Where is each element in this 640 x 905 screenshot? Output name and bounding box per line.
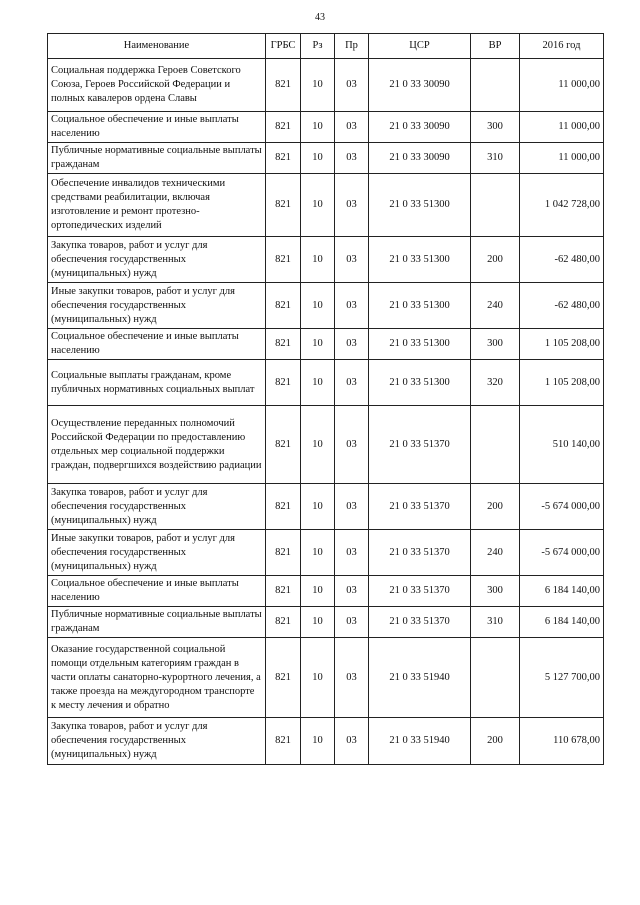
cell-vr <box>471 406 520 484</box>
cell-amount: 110 678,00 <box>520 718 604 765</box>
cell-vr <box>471 59 520 112</box>
cell-amount: 1 105 208,00 <box>520 360 604 406</box>
cell-pr: 03 <box>335 112 369 143</box>
cell-pr: 03 <box>335 329 369 360</box>
cell-name: Закупка товаров, работ и услуг для обеспечения государственных (муниципальных) нужд <box>48 484 266 530</box>
cell-vr: 200 <box>471 484 520 530</box>
cell-amount: 11 000,00 <box>520 143 604 174</box>
cell-rz: 10 <box>301 59 335 112</box>
cell-pr: 03 <box>335 237 369 283</box>
cell-csr: 21 0 33 51370 <box>369 406 471 484</box>
header-name: Наименование <box>48 34 266 59</box>
cell-grbs: 821 <box>266 143 301 174</box>
cell-grbs: 821 <box>266 484 301 530</box>
cell-csr: 21 0 33 51370 <box>369 576 471 607</box>
cell-pr: 03 <box>335 283 369 329</box>
table-row <box>48 530 604 576</box>
table-body <box>48 59 604 765</box>
cell-name: Социальное обеспечение и иные выплаты населению <box>48 329 266 360</box>
table-row <box>48 576 604 607</box>
header-vr: ВР <box>471 34 520 59</box>
cell-rz: 10 <box>301 484 335 530</box>
table-row <box>48 406 604 484</box>
cell-pr: 03 <box>335 576 369 607</box>
cell-pr: 03 <box>335 406 369 484</box>
header-csr: ЦСР <box>369 34 471 59</box>
cell-grbs: 821 <box>266 174 301 237</box>
cell-rz: 10 <box>301 718 335 765</box>
cell-amount: 510 140,00 <box>520 406 604 484</box>
cell-name: Иные закупки товаров, работ и услуг для обеспечения государственных (муниципальных) нужд <box>48 283 266 329</box>
cell-name: Социальное обеспечение и иные выплаты населению <box>48 112 266 143</box>
table-row <box>48 112 604 143</box>
cell-rz: 10 <box>301 576 335 607</box>
header-grbs: ГРБС <box>266 34 301 59</box>
cell-rz: 10 <box>301 174 335 237</box>
cell-name: Закупка товаров, работ и услуг для обеспечения государственных (муниципальных) нужд <box>48 718 266 765</box>
cell-vr <box>471 638 520 718</box>
cell-grbs: 821 <box>266 576 301 607</box>
table-row <box>48 283 604 329</box>
cell-rz: 10 <box>301 143 335 174</box>
cell-vr: 240 <box>471 530 520 576</box>
table-row <box>48 484 604 530</box>
cell-vr: 300 <box>471 329 520 360</box>
cell-vr: 300 <box>471 112 520 143</box>
cell-grbs: 821 <box>266 237 301 283</box>
cell-rz: 10 <box>301 530 335 576</box>
cell-grbs: 821 <box>266 112 301 143</box>
cell-pr: 03 <box>335 360 369 406</box>
cell-rz: 10 <box>301 283 335 329</box>
cell-pr: 03 <box>335 143 369 174</box>
cell-name: Социальное обеспечение и иные выплаты населению <box>48 576 266 607</box>
cell-grbs: 821 <box>266 283 301 329</box>
cell-vr: 240 <box>471 283 520 329</box>
cell-vr: 310 <box>471 607 520 638</box>
cell-grbs: 821 <box>266 360 301 406</box>
cell-rz: 10 <box>301 607 335 638</box>
cell-pr: 03 <box>335 59 369 112</box>
cell-rz: 10 <box>301 638 335 718</box>
page-number: 43 <box>315 12 325 23</box>
cell-grbs: 821 <box>266 59 301 112</box>
table-row <box>48 237 604 283</box>
cell-amount: 6 184 140,00 <box>520 607 604 638</box>
cell-csr: 21 0 33 51370 <box>369 530 471 576</box>
cell-pr: 03 <box>335 638 369 718</box>
cell-vr: 310 <box>471 143 520 174</box>
cell-grbs: 821 <box>266 718 301 765</box>
cell-vr: 200 <box>471 237 520 283</box>
cell-vr: 300 <box>471 576 520 607</box>
cell-amount: 6 184 140,00 <box>520 576 604 607</box>
cell-csr: 21 0 33 51300 <box>369 237 471 283</box>
cell-name: Социальная поддержка Героев Советского Союза, Героев Российской Федерации и полных кавалеров ордена Славы <box>48 59 266 112</box>
table-row <box>48 638 604 718</box>
cell-name: Обеспечение инвалидов техническими средствами реабилитации, включая изготовление и ремонт протезно-ортопедических изделий <box>48 174 266 237</box>
cell-name: Иные закупки товаров, работ и услуг для обеспечения государственных (муниципальных) нужд <box>48 530 266 576</box>
cell-csr: 21 0 33 51300 <box>369 174 471 237</box>
header-amount: 2016 год <box>520 34 604 59</box>
cell-csr: 21 0 33 30090 <box>369 143 471 174</box>
cell-csr: 21 0 33 51940 <box>369 718 471 765</box>
cell-pr: 03 <box>335 530 369 576</box>
cell-grbs: 821 <box>266 406 301 484</box>
cell-csr: 21 0 33 51370 <box>369 607 471 638</box>
cell-rz: 10 <box>301 406 335 484</box>
cell-rz: 10 <box>301 329 335 360</box>
cell-grbs: 821 <box>266 638 301 718</box>
cell-rz: 10 <box>301 360 335 406</box>
cell-csr: 21 0 33 30090 <box>369 59 471 112</box>
cell-amount: -5 674 000,00 <box>520 484 604 530</box>
cell-name: Осуществление переданных полномочий Российской Федерации по предоставлению отдельных мер социальной поддержки граждан, подвергшихся воздействию радиации <box>48 406 266 484</box>
cell-name: Публичные нормативные социальные выплаты гражданам <box>48 143 266 174</box>
cell-grbs: 821 <box>266 530 301 576</box>
cell-amount: 11 000,00 <box>520 59 604 112</box>
cell-vr: 200 <box>471 718 520 765</box>
cell-name: Оказание государственной социальной помощи отдельным категориям граждан в части оплаты санаторно-курортного лечения, а также проезда на междугородном транспорте к месту лечения и обратно <box>48 638 266 718</box>
cell-pr: 03 <box>335 174 369 237</box>
cell-csr: 21 0 33 51300 <box>369 283 471 329</box>
cell-amount: 1 105 208,00 <box>520 329 604 360</box>
cell-amount: -5 674 000,00 <box>520 530 604 576</box>
cell-amount: 1 042 728,00 <box>520 174 604 237</box>
header-pr: Пр <box>335 34 369 59</box>
budget-table <box>47 33 604 765</box>
cell-csr: 21 0 33 51300 <box>369 329 471 360</box>
cell-rz: 10 <box>301 237 335 283</box>
cell-amount: -62 480,00 <box>520 237 604 283</box>
cell-grbs: 821 <box>266 329 301 360</box>
header-rz: Рз <box>301 34 335 59</box>
cell-csr: 21 0 33 51370 <box>369 484 471 530</box>
cell-name: Публичные нормативные социальные выплаты гражданам <box>48 607 266 638</box>
cell-vr: 320 <box>471 360 520 406</box>
cell-vr <box>471 174 520 237</box>
cell-csr: 21 0 33 51940 <box>369 638 471 718</box>
table-header-row <box>48 34 604 59</box>
cell-csr: 21 0 33 30090 <box>369 112 471 143</box>
table-row <box>48 143 604 174</box>
cell-pr: 03 <box>335 607 369 638</box>
table-row <box>48 174 604 237</box>
table-row <box>48 59 604 112</box>
cell-amount: 11 000,00 <box>520 112 604 143</box>
cell-name: Социальные выплаты гражданам, кроме публичных нормативных социальных выплат <box>48 360 266 406</box>
cell-csr: 21 0 33 51300 <box>369 360 471 406</box>
cell-rz: 10 <box>301 112 335 143</box>
cell-pr: 03 <box>335 718 369 765</box>
cell-amount: 5 127 700,00 <box>520 638 604 718</box>
cell-name: Закупка товаров, работ и услуг для обеспечения государственных (муниципальных) нужд <box>48 237 266 283</box>
cell-amount: -62 480,00 <box>520 283 604 329</box>
cell-pr: 03 <box>335 484 369 530</box>
table-row <box>48 360 604 406</box>
table-row <box>48 718 604 765</box>
table-row <box>48 607 604 638</box>
cell-grbs: 821 <box>266 607 301 638</box>
table-row <box>48 329 604 360</box>
